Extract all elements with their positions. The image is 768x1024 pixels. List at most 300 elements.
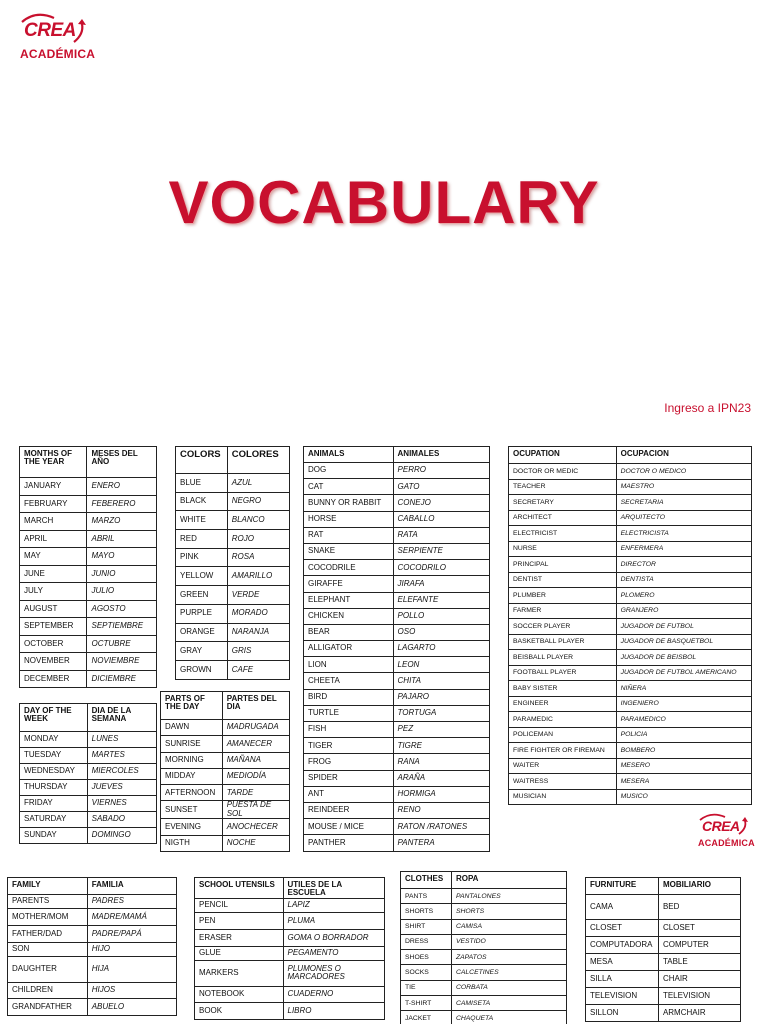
spanish-word: CABALLO <box>393 511 489 527</box>
spanish-word: HIJA <box>87 957 176 983</box>
spanish-word: VESTIDO <box>451 934 566 949</box>
spanish-word: HORMIGA <box>393 786 489 802</box>
spanish-word: JUEVES <box>87 780 156 796</box>
table-row <box>20 653 157 671</box>
english-word: WHITE <box>176 511 228 530</box>
spanish-word: LUNES <box>87 732 156 748</box>
spanish-word: ARQUITECTO <box>616 510 751 526</box>
english-word: FISH <box>304 722 394 738</box>
english-word: COMPUTADORA <box>586 937 659 954</box>
table-row <box>176 567 290 586</box>
table-row <box>401 996 567 1011</box>
table-row <box>509 634 752 650</box>
spanish-word: MESERO <box>616 758 751 774</box>
english-word: MUSICIAN <box>509 789 617 805</box>
english-word: SILLON <box>586 1005 659 1022</box>
table-row <box>176 530 290 549</box>
english-word: PEN <box>195 912 284 929</box>
header-spanish: DIA DE LA SEMANA <box>87 704 156 732</box>
spanish-word: TELEVISION <box>658 988 740 1005</box>
spanish-word: OCTUBRE <box>87 635 157 653</box>
table-row <box>509 727 752 743</box>
spanish-word: PADRES <box>87 895 176 909</box>
crea-academica-logo <box>18 12 94 64</box>
english-word: ELECTRICIST <box>509 526 617 542</box>
spanish-word: PLUMA <box>283 912 385 929</box>
english-word: YELLOW <box>176 567 228 586</box>
english-word: AFTERNOON <box>161 785 223 801</box>
english-word: FROG <box>304 754 394 770</box>
english-word: DOG <box>304 463 394 479</box>
table-row <box>20 732 157 748</box>
spanish-word: GATO <box>393 479 489 495</box>
english-word: WAITER <box>509 758 617 774</box>
spanish-word: NARANJA <box>227 623 289 642</box>
table-row <box>401 934 567 949</box>
header-spanish: OCUPACION <box>616 447 751 464</box>
table-row <box>8 909 177 926</box>
spanish-word: DOMINGO <box>87 828 156 844</box>
table-row <box>401 889 567 904</box>
spanish-word: ROSA <box>227 548 289 567</box>
english-word: PURPLE <box>176 604 228 623</box>
table-row <box>509 789 752 805</box>
table-row <box>20 548 157 566</box>
table-row <box>509 712 752 728</box>
table-row <box>509 650 752 666</box>
english-word: MOUSE / MICE <box>304 819 394 835</box>
spanish-word: VERDE <box>227 586 289 605</box>
english-word: NOTEBOOK <box>195 986 284 1002</box>
table-row <box>20 478 157 496</box>
spanish-word: GOMA O BORRADOR <box>283 929 385 946</box>
table-row <box>20 764 157 780</box>
english-word: CHICKEN <box>304 608 394 624</box>
english-word: MARKERS <box>195 960 284 986</box>
table-row <box>20 796 157 812</box>
spanish-word: ELEFANTE <box>393 592 489 608</box>
header-spanish: FAMILIA <box>87 878 176 895</box>
english-word: SATURDAY <box>20 812 88 828</box>
table-row <box>304 592 490 608</box>
english-word: SON <box>8 943 88 957</box>
spanish-word: GRIS <box>227 642 289 661</box>
english-word: PANTS <box>401 889 452 904</box>
spanish-word: BOMBERO <box>616 743 751 759</box>
table-row <box>509 758 752 774</box>
spanish-word: JULIO <box>87 583 157 601</box>
english-word: SHOES <box>401 950 452 965</box>
spanish-word: HIJO <box>87 943 176 957</box>
table-row <box>304 624 490 640</box>
header-spanish: MESES DEL AÑO <box>87 447 157 478</box>
english-word: SHIRT <box>401 919 452 934</box>
english-word: PARAMEDIC <box>509 712 617 728</box>
header-spanish: COLORES <box>227 447 289 474</box>
header-english: FURNITURE <box>586 878 659 895</box>
spanish-word: ABRIL <box>87 530 157 548</box>
english-word: SOCCER PLAYER <box>509 619 617 635</box>
table-row <box>304 705 490 721</box>
table-row <box>176 604 290 623</box>
spanish-word: RATON /RATONES <box>393 819 489 835</box>
table-row <box>20 513 157 531</box>
table-row <box>586 937 741 954</box>
table-row <box>304 754 490 770</box>
english-word: ARCHITECT <box>509 510 617 526</box>
english-word: TUESDAY <box>20 748 88 764</box>
header-english: SCHOOL UTENSILS <box>195 878 284 899</box>
table-row <box>304 673 490 689</box>
spanish-word: JIRAFA <box>393 576 489 592</box>
english-word: MARCH <box>20 513 87 531</box>
spanish-word: CHAQUETA <box>451 1011 566 1024</box>
spanish-word: JUGADOR DE BEISBOL <box>616 650 751 666</box>
table-row <box>161 835 290 851</box>
english-word: APRIL <box>20 530 87 548</box>
spanish-word: SHORTS <box>451 904 566 919</box>
table-row <box>509 681 752 697</box>
spanish-word: NIÑERA <box>616 681 751 697</box>
english-word: JANUARY <box>20 478 87 496</box>
logo-crea-text: CREA <box>24 20 76 41</box>
occupation-table <box>508 446 752 805</box>
subtitle: Ingreso a IPN23 <box>664 401 751 415</box>
spanish-word: MARTES <box>87 748 156 764</box>
table-row <box>176 548 290 567</box>
spanish-word: MUSICO <box>616 789 751 805</box>
spanish-word: BED <box>658 895 740 920</box>
spanish-word: TARDE <box>222 785 289 801</box>
english-word: NIGTH <box>161 835 223 851</box>
english-word: RAT <box>304 527 394 543</box>
parts-of-day-table <box>160 691 290 852</box>
spanish-word: POLLO <box>393 608 489 624</box>
english-word: BOOK <box>195 1002 284 1019</box>
spanish-word: JUNIO <box>87 565 157 583</box>
header-spanish: PARTES DEL DIA <box>222 692 289 720</box>
spanish-word: PLOMERO <box>616 588 751 604</box>
logo-academica-text: ACADÉMICA <box>698 838 755 848</box>
header-spanish: ANIMALES <box>393 447 489 463</box>
english-word: HORSE <box>304 511 394 527</box>
english-word: CLOSET <box>586 920 659 937</box>
table-header-row <box>8 878 177 895</box>
table-row <box>586 954 741 971</box>
english-word: SECRETARY <box>509 495 617 511</box>
spanish-word: NOCHE <box>222 835 289 851</box>
header-english: FAMILY <box>8 878 88 895</box>
spanish-word: ENFERMERA <box>616 541 751 557</box>
table-row <box>176 623 290 642</box>
spanish-word: FEBERERO <box>87 495 157 513</box>
spanish-word: RENO <box>393 802 489 818</box>
english-word: SUNSET <box>161 801 223 819</box>
table-row <box>509 774 752 790</box>
english-word: FATHER/DAD <box>8 926 88 943</box>
spanish-word: TORTUGA <box>393 705 489 721</box>
table-row <box>304 802 490 818</box>
spanish-word: PUESTA DE SOL <box>222 801 289 819</box>
table-row <box>304 576 490 592</box>
spanish-word: LAPIZ <box>283 898 385 912</box>
table-row <box>20 635 157 653</box>
english-word: MORNING <box>161 752 223 768</box>
english-word: EVENING <box>161 819 223 835</box>
table-row <box>304 560 490 576</box>
spanish-word: ROJO <box>227 530 289 549</box>
english-word: POLICEMAN <box>509 727 617 743</box>
spanish-word: ENERO <box>87 478 157 496</box>
spanish-word: CHITA <box>393 673 489 689</box>
table-row <box>161 752 290 768</box>
english-word: GLUE <box>195 946 284 960</box>
spanish-word: RATA <box>393 527 489 543</box>
table-row <box>8 926 177 943</box>
table-row <box>304 770 490 786</box>
spanish-word: PEGAMENTO <box>283 946 385 960</box>
table-header-row <box>195 878 385 899</box>
spanish-word: NOVIEMBRE <box>87 653 157 671</box>
table-row <box>509 510 752 526</box>
spanish-word: LAGARTO <box>393 641 489 657</box>
table-row <box>176 474 290 493</box>
table-row <box>161 785 290 801</box>
english-word: BEISBALL PLAYER <box>509 650 617 666</box>
english-word: COCODRILE <box>304 560 394 576</box>
spanish-word: VIERNES <box>87 796 156 812</box>
crea-academica-logo-small <box>697 812 755 852</box>
table-header-row <box>161 692 290 720</box>
table-row <box>586 971 741 988</box>
english-word: FIRE FIGHTER OR FIREMAN <box>509 743 617 759</box>
spanish-word: CAMISA <box>451 919 566 934</box>
table-row <box>304 527 490 543</box>
animals-table <box>303 446 490 852</box>
table-row <box>20 780 157 796</box>
table-row <box>401 950 567 965</box>
spanish-word: CUADERNO <box>283 986 385 1002</box>
spanish-word: ELECTRICISTA <box>616 526 751 542</box>
table-row <box>304 511 490 527</box>
english-word: FRIDAY <box>20 796 88 812</box>
table-row <box>304 608 490 624</box>
english-word: BLUE <box>176 474 228 493</box>
english-word: CHILDREN <box>8 983 88 999</box>
table-row <box>161 819 290 835</box>
spanish-word: MADRE/MAMÁ <box>87 909 176 926</box>
table-row <box>20 812 157 828</box>
spanish-word: PARAMEDICO <box>616 712 751 728</box>
spanish-word: INGENIERO <box>616 696 751 712</box>
spanish-word: GRANJERO <box>616 603 751 619</box>
spanish-word: AMANECER <box>222 736 289 752</box>
table-row <box>509 464 752 480</box>
english-word: GREEN <box>176 586 228 605</box>
spanish-word: JUGADOR DE FUTBOL AMERICANO <box>616 665 751 681</box>
table-row <box>304 835 490 851</box>
english-word: DAUGHTER <box>8 957 88 983</box>
english-word: TEACHER <box>509 479 617 495</box>
table-row <box>304 641 490 657</box>
table-row <box>304 463 490 479</box>
spanish-word: AGOSTO <box>87 600 157 618</box>
spanish-word: SECRETARIA <box>616 495 751 511</box>
spanish-word: POLICIA <box>616 727 751 743</box>
spanish-word: AMARILLO <box>227 567 289 586</box>
spanish-word: SERPIENTE <box>393 543 489 559</box>
table-row <box>195 929 385 946</box>
header-english: CLOTHES <box>401 872 452 889</box>
spanish-word: COMPUTER <box>658 937 740 954</box>
header-english: ANIMALS <box>304 447 394 463</box>
months-table <box>19 446 157 688</box>
english-word: OCTOBER <box>20 635 87 653</box>
table-row <box>509 572 752 588</box>
english-word: PANTHER <box>304 835 394 851</box>
table-row <box>401 919 567 934</box>
logo-academica-text: ACADÉMICA <box>20 47 96 61</box>
table-row <box>20 565 157 583</box>
english-word: AUGUST <box>20 600 87 618</box>
table-row <box>20 670 157 688</box>
spanish-word: ABUELO <box>87 999 176 1016</box>
table-row <box>509 557 752 573</box>
english-word: FARMER <box>509 603 617 619</box>
english-word: MESA <box>586 954 659 971</box>
table-header-row <box>176 447 290 474</box>
table-row <box>176 492 290 511</box>
english-word: BABY SISTER <box>509 681 617 697</box>
table-row <box>586 988 741 1005</box>
spanish-word: JUGADOR DE BASQUETBOL <box>616 634 751 650</box>
spanish-word: MIERCOLES <box>87 764 156 780</box>
spanish-word: OSO <box>393 624 489 640</box>
spanish-word: ZAPATOS <box>451 950 566 965</box>
english-word: SPIDER <box>304 770 394 786</box>
english-word: BUNNY OR RABBIT <box>304 495 394 511</box>
spanish-word: PANTALONES <box>451 889 566 904</box>
spanish-word: NEGRO <box>227 492 289 511</box>
english-word: ERASER <box>195 929 284 946</box>
english-word: GIRAFFE <box>304 576 394 592</box>
english-word: TURTLE <box>304 705 394 721</box>
clothes-table <box>400 871 567 1024</box>
table-row <box>195 912 385 929</box>
table-row <box>509 479 752 495</box>
table-row <box>195 898 385 912</box>
table-row <box>509 665 752 681</box>
table-row <box>176 511 290 530</box>
table-row <box>509 526 752 542</box>
english-word: DRESS <box>401 934 452 949</box>
spanish-word: SABADO <box>87 812 156 828</box>
header-english: MONTHS OF THE YEAR <box>20 447 87 478</box>
days-table <box>19 703 157 844</box>
english-word: ENGINEER <box>509 696 617 712</box>
spanish-word: DOCTOR O MEDICO <box>616 464 751 480</box>
table-header-row <box>401 872 567 889</box>
english-word: GRANDFATHER <box>8 999 88 1016</box>
table-row <box>195 986 385 1002</box>
table-row <box>509 495 752 511</box>
table-row <box>401 980 567 995</box>
table-header-row <box>304 447 490 463</box>
spanish-word: DIRECTOR <box>616 557 751 573</box>
spanish-word: CORBATA <box>451 980 566 995</box>
spanish-word: PADRE/PAPÁ <box>87 926 176 943</box>
english-word: PRINCIPAL <box>509 557 617 573</box>
english-word: NOVEMBER <box>20 653 87 671</box>
table-row <box>304 495 490 511</box>
table-header-row <box>509 447 752 464</box>
spanish-word: PEZ <box>393 722 489 738</box>
english-word: PINK <box>176 548 228 567</box>
table-row <box>401 904 567 919</box>
english-word: REINDEER <box>304 802 394 818</box>
spanish-word: TABLE <box>658 954 740 971</box>
spanish-word: MAÑANA <box>222 752 289 768</box>
furniture-table <box>585 877 741 1022</box>
table-row <box>586 920 741 937</box>
table-row <box>401 965 567 980</box>
table-row <box>161 720 290 736</box>
spanish-word: LIBRO <box>283 1002 385 1019</box>
english-word: RED <box>176 530 228 549</box>
header-spanish: MOBILIARIO <box>658 878 740 895</box>
table-row <box>304 689 490 705</box>
spanish-word: CONEJO <box>393 495 489 511</box>
spanish-word: MESERA <box>616 774 751 790</box>
table-row <box>304 786 490 802</box>
english-word: DECEMBER <box>20 670 87 688</box>
header-spanish: ROPA <box>451 872 566 889</box>
english-word: ANT <box>304 786 394 802</box>
family-table <box>7 877 177 1016</box>
english-word: T-SHIRT <box>401 996 452 1011</box>
spanish-word: ARMCHAIR <box>658 1005 740 1022</box>
table-row <box>509 619 752 635</box>
english-word: ALLIGATOR <box>304 641 394 657</box>
english-word: NURSE <box>509 541 617 557</box>
english-word: BEAR <box>304 624 394 640</box>
table-header-row <box>586 878 741 895</box>
spanish-word: PAJARO <box>393 689 489 705</box>
table-row <box>304 479 490 495</box>
table-row <box>304 543 490 559</box>
table-row <box>8 943 177 957</box>
spanish-word: CALCETINES <box>451 965 566 980</box>
table-row <box>20 618 157 636</box>
english-word: BLACK <box>176 492 228 511</box>
logo-crea-text: CREA <box>702 818 740 834</box>
table-row <box>304 819 490 835</box>
spanish-word: MAESTRO <box>616 479 751 495</box>
spanish-word: MORADO <box>227 604 289 623</box>
table-row <box>586 895 741 920</box>
table-row <box>161 801 290 819</box>
english-word: PARENTS <box>8 895 88 909</box>
spanish-word: PANTERA <box>393 835 489 851</box>
table-row <box>20 748 157 764</box>
english-word: ELEPHANT <box>304 592 394 608</box>
table-row <box>401 1011 567 1024</box>
table-row <box>8 999 177 1016</box>
english-word: WAITRESS <box>509 774 617 790</box>
header-english: OCUPATION <box>509 447 617 464</box>
english-word: SEPTEMBER <box>20 618 87 636</box>
spanish-word: JUGADOR DE FUTBOL <box>616 619 751 635</box>
